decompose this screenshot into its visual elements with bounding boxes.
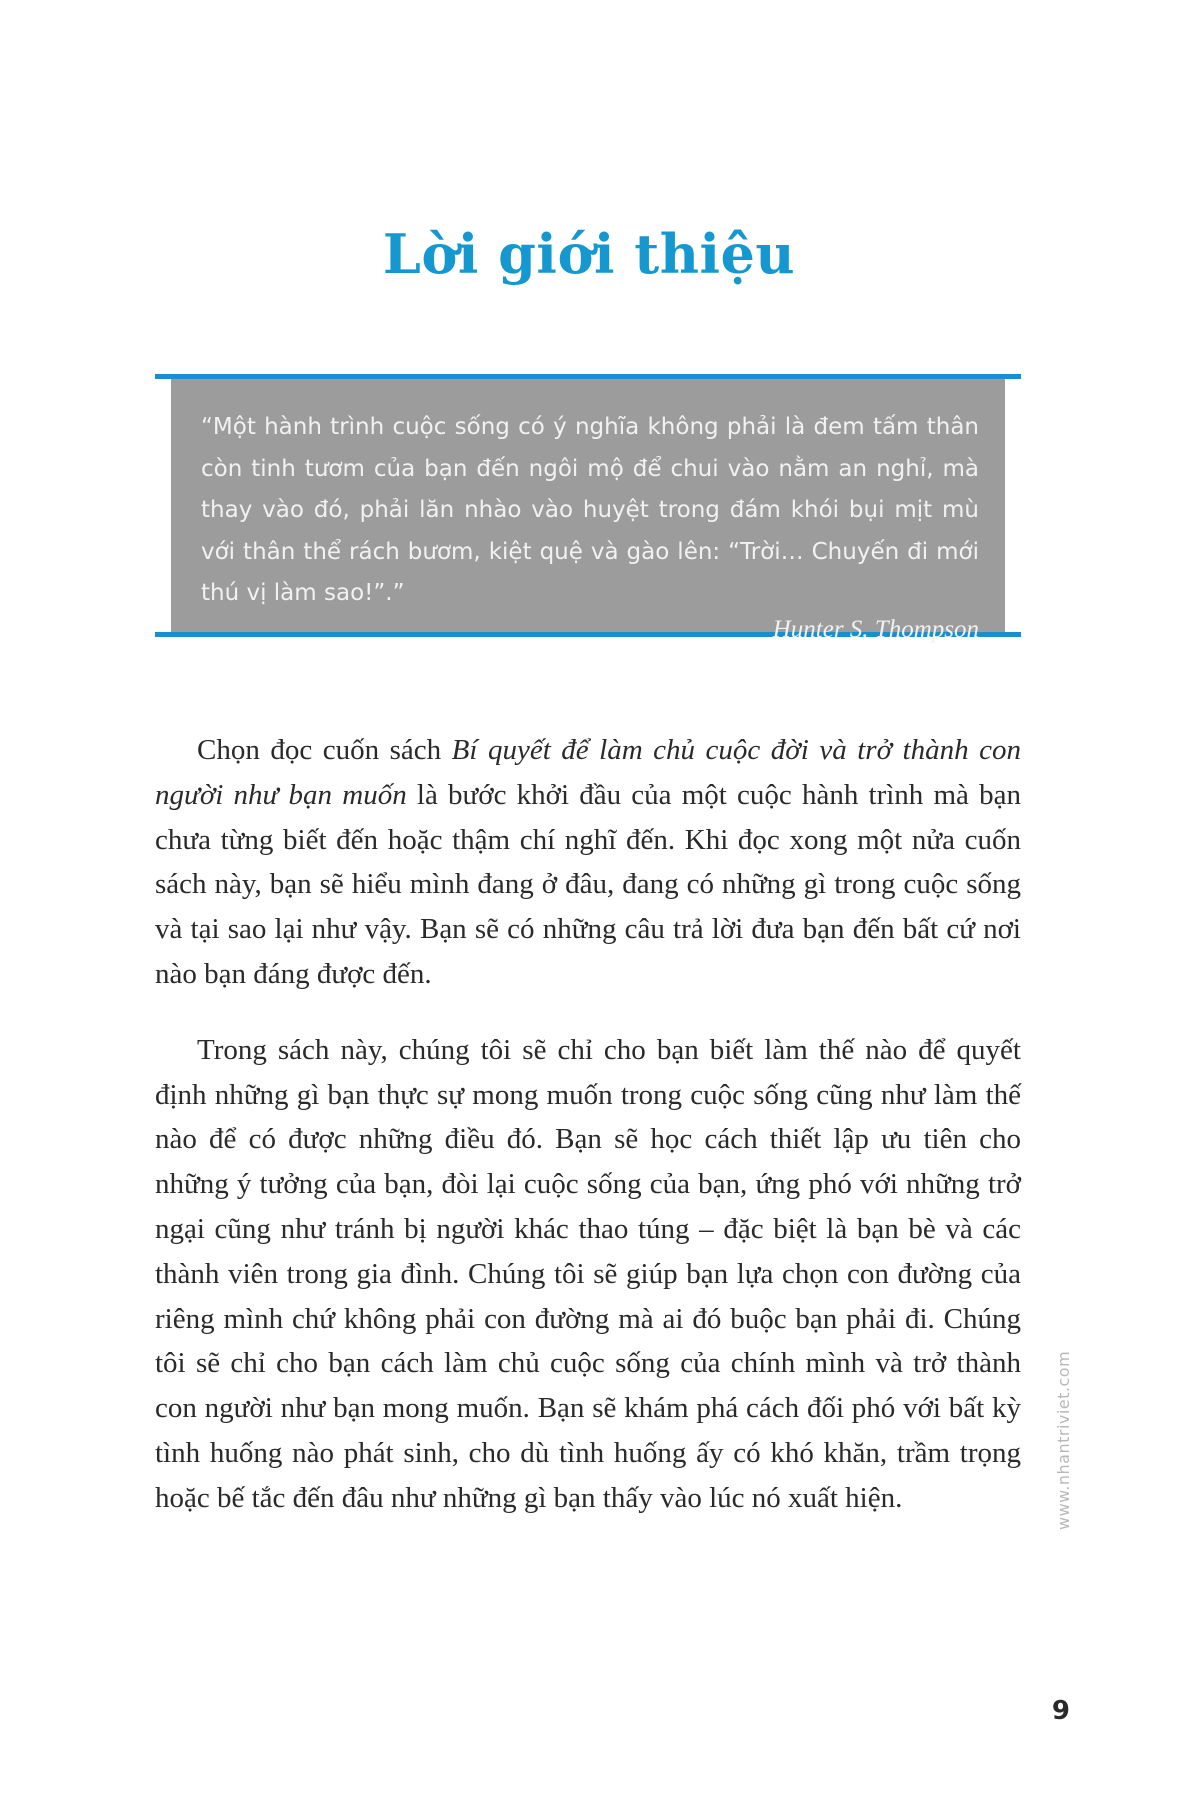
epigraph-box [171, 379, 1005, 643]
body-text [155, 728, 1021, 1521]
epigraph-author: Hunter S. Thompson [772, 615, 979, 643]
page-title: Lời giới thiệu [382, 222, 796, 286]
paragraph-2: Trong sách này, chúng tôi sẽ chỉ cho bạn biết làm thế nào để quyết định những gì bạn thực sự mong muốn trong cuộc sống cũng như làm thế nào để có được những điều đó. Bạn sẽ học cách thiết lập ưu tiên cho những ý tưởng của bạn, đòi lại cuộc sống của bạn, ứng phó với những trở ngại cũng như tránh bị người khác thao túng – đặc biệt là bạn bè và các thành viên trong gia đình. Chúng tôi sẽ giúp bạn lựa chọn con đường của riêng mình chứ không phải con đường mà ai đó buộc bạn phải đi. Chúng tôi sẽ chỉ cho bạn cách làm chủ cuộc sống của chính mình và trở thành con người như bạn mong muốn. Bạn sẽ khám phá cách đối phó với bất kỳ tình huống nào phát sinh, cho dù tình huống ấy có khó khăn, trầm trọng hoặc bế tắc đến đâu như những gì bạn thấy vào lúc nó xuất hiện. [155, 1033, 1021, 1514]
book-title: Bí quyết để làm chủ cuộc đời và trở thành con người như bạn muốn [155, 734, 1021, 811]
page-number: 9 [1051, 1696, 1070, 1726]
epigraph-block [155, 374, 1021, 643]
paragraph-1 [155, 728, 1021, 997]
side-url-watermark: www.nhantriviet.com [1054, 1350, 1073, 1530]
epigraph-text: “Một hành trình cuộc sống có ý nghĩa không phải là đem tấm thân còn tinh tươm của bạn đến ngôi mộ để chui vào nằm an nghỉ, mà thay vào đó, phải lăn nhào vào huyệt trong đám khói bụi mịt mù với thân thể rách bươm, kiệt quệ và gào lên: “Trời… Chuyến đi mới thú vị làm sao!”.” [201, 414, 979, 606]
paragraph-1-rest: là bước khởi đầu của một cuộc hành trình mà bạn chưa từng biết đến hoặc thậm chí nghĩ đến. Khi đọc xong một nửa cuốn sách này, bạn sẽ hiểu mình đang ở đâu, đang có những gì trong cuộc sống và tại sao lại như vậy. Bạn sẽ có những câu trả lời đưa bạn đến bất cứ nơi nào bạn đáng được đến. [155, 778, 1021, 990]
paragraph-1-intro: Chọn đọc cuốn sách [197, 734, 452, 766]
